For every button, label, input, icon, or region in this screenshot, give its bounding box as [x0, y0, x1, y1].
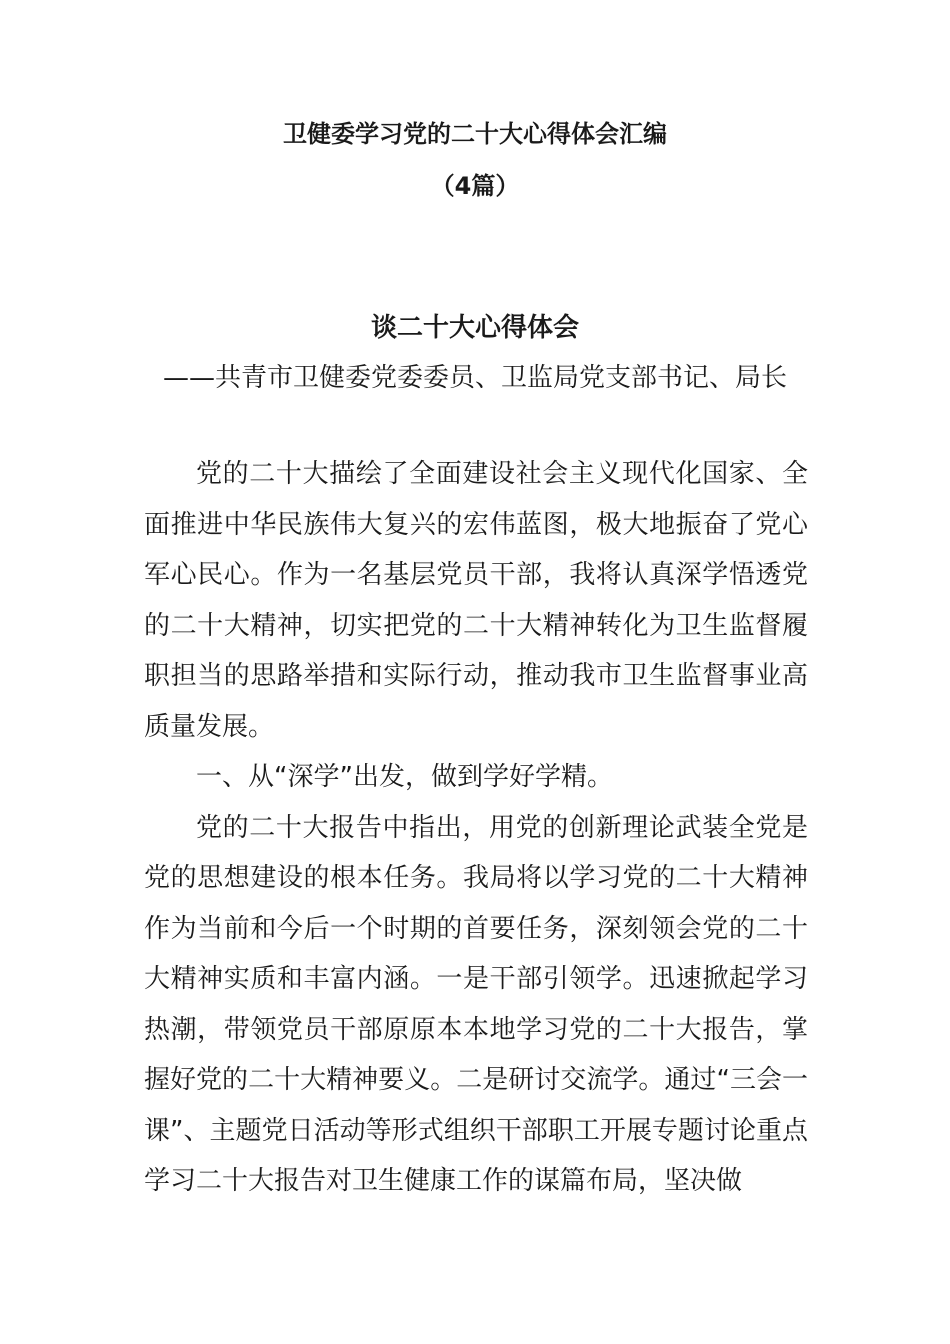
- article-body: [144, 449, 808, 1207]
- document-title: 卫健委学习党的二十大心得体会汇编: [283, 120, 667, 148]
- paragraph-intro: 党的二十大描绘了全面建设社会主义现代化国家、全面推进中华民族伟大复兴的宏伟蓝图，极大地振奋了党心军心民心。作为一名基层党员干部，我将认真深学悟透党的二十大精神，切实把党的二十大精神转化为卫生监督履职担当的思路举措和实际行动，推动我市卫生监督事业高质量发展。: [144, 459, 808, 742]
- paragraph-section-one: 党的二十大报告中指出，用党的创新理论武装全党是党的思想建设的根本任务。我局将以学习党的二十大精神作为当前和今后一个时期的首要任务，深刻领会党的二十大精神实质和丰富内涵。一是干部引领学。迅速掀起学习热潮，带领党员干部原原本本地学习党的二十大报告，掌握好党的二十大精神要义。二是研讨交流学。通过“三会一课”、主题党日活动等形式组织干部职工开展专题讨论重点学习二十大报告对卫生健康工作的谋篇布局，坚决做: [144, 812, 808, 1196]
- document-count: （4篇）: [430, 172, 520, 200]
- article-subtitle: ——共青市卫健委党委委员、卫监局党支部书记、局长: [162, 363, 787, 393]
- article-title: 谈二十大心得体会: [370, 313, 579, 343]
- section-heading: 一、从“深学”出发，做到学好学精。: [196, 762, 613, 792]
